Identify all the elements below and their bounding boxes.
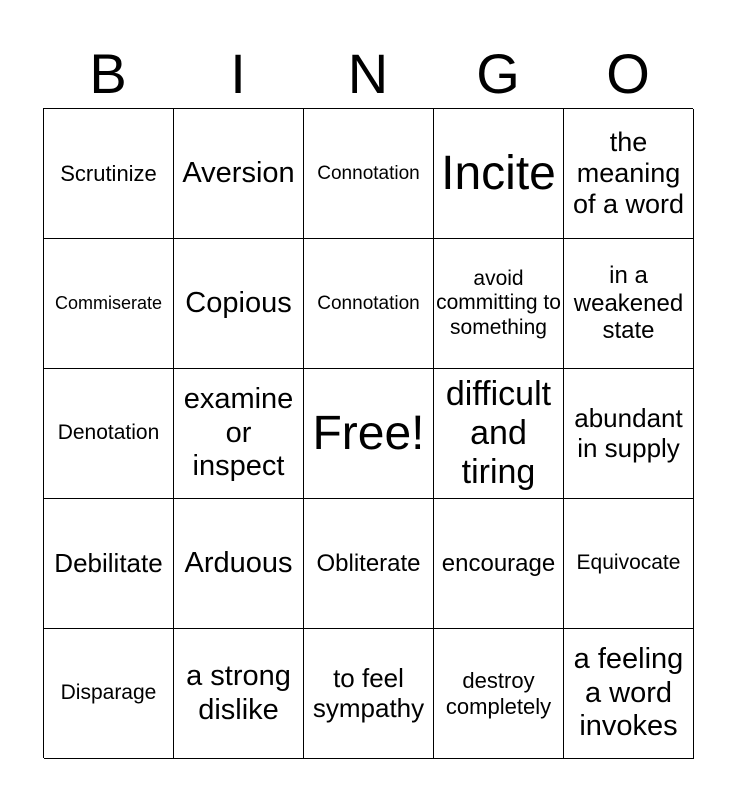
bingo-cell-r3-c1[interactable]: Denotation [44, 369, 174, 499]
bingo-board [43, 108, 693, 758]
bingo-cell-r1-c5[interactable]: the meaning of a word [564, 109, 694, 239]
header-letter-g: G [476, 42, 520, 105]
bingo-cell-r2-c3[interactable]: Connotation [304, 239, 434, 369]
bingo-cell-r5-c4[interactable]: destroy completely [434, 629, 564, 759]
bingo-cell-r2-c1[interactable]: Commiserate [44, 239, 174, 369]
bingo-cell-r4-c2[interactable]: Arduous [174, 499, 304, 629]
bingo-cell-r4-c1[interactable]: Debilitate [44, 499, 174, 629]
header-letter-n: N [347, 42, 389, 105]
bingo-cell-r1-c1[interactable]: Scrutinize [44, 109, 174, 239]
bingo-cell-r3-c5[interactable]: abundant in supply [564, 369, 694, 499]
bingo-cell-r3-c2[interactable]: examine or inspect [174, 369, 304, 499]
header-letter-i: I [230, 42, 246, 105]
header-letter-b: B [89, 42, 127, 105]
bingo-cell-r1-c3[interactable]: Connotation [304, 109, 434, 239]
bingo-cell-r4-c5[interactable]: Equivocate [564, 499, 694, 629]
bingo-cell-r3-c4[interactable]: difficult and tiring [434, 369, 564, 499]
bingo-cell-r3-c3-free[interactable]: Free! [304, 369, 434, 499]
bingo-cell-r4-c3[interactable]: Obliterate [304, 499, 434, 629]
bingo-cell-r5-c1[interactable]: Disparage [44, 629, 174, 759]
bingo-header [43, 40, 693, 108]
bingo-cell-r1-c4[interactable]: Incite [434, 109, 564, 239]
bingo-cell-r1-c2[interactable]: Aversion [174, 109, 304, 239]
bingo-cell-r5-c3[interactable]: to feel sympathy [304, 629, 434, 759]
bingo-cell-r2-c2[interactable]: Copious [174, 239, 304, 369]
bingo-cell-r5-c2[interactable]: a strong dislike [174, 629, 304, 759]
bingo-cell-r5-c5[interactable]: a feeling a word invokes [564, 629, 694, 759]
header-letter-o: O [606, 42, 650, 105]
bingo-cell-r4-c4[interactable]: encourage [434, 499, 564, 629]
bingo-cell-r2-c4[interactable]: avoid committing to something [434, 239, 564, 369]
bingo-cell-r2-c5[interactable]: in a weakened state [564, 239, 694, 369]
